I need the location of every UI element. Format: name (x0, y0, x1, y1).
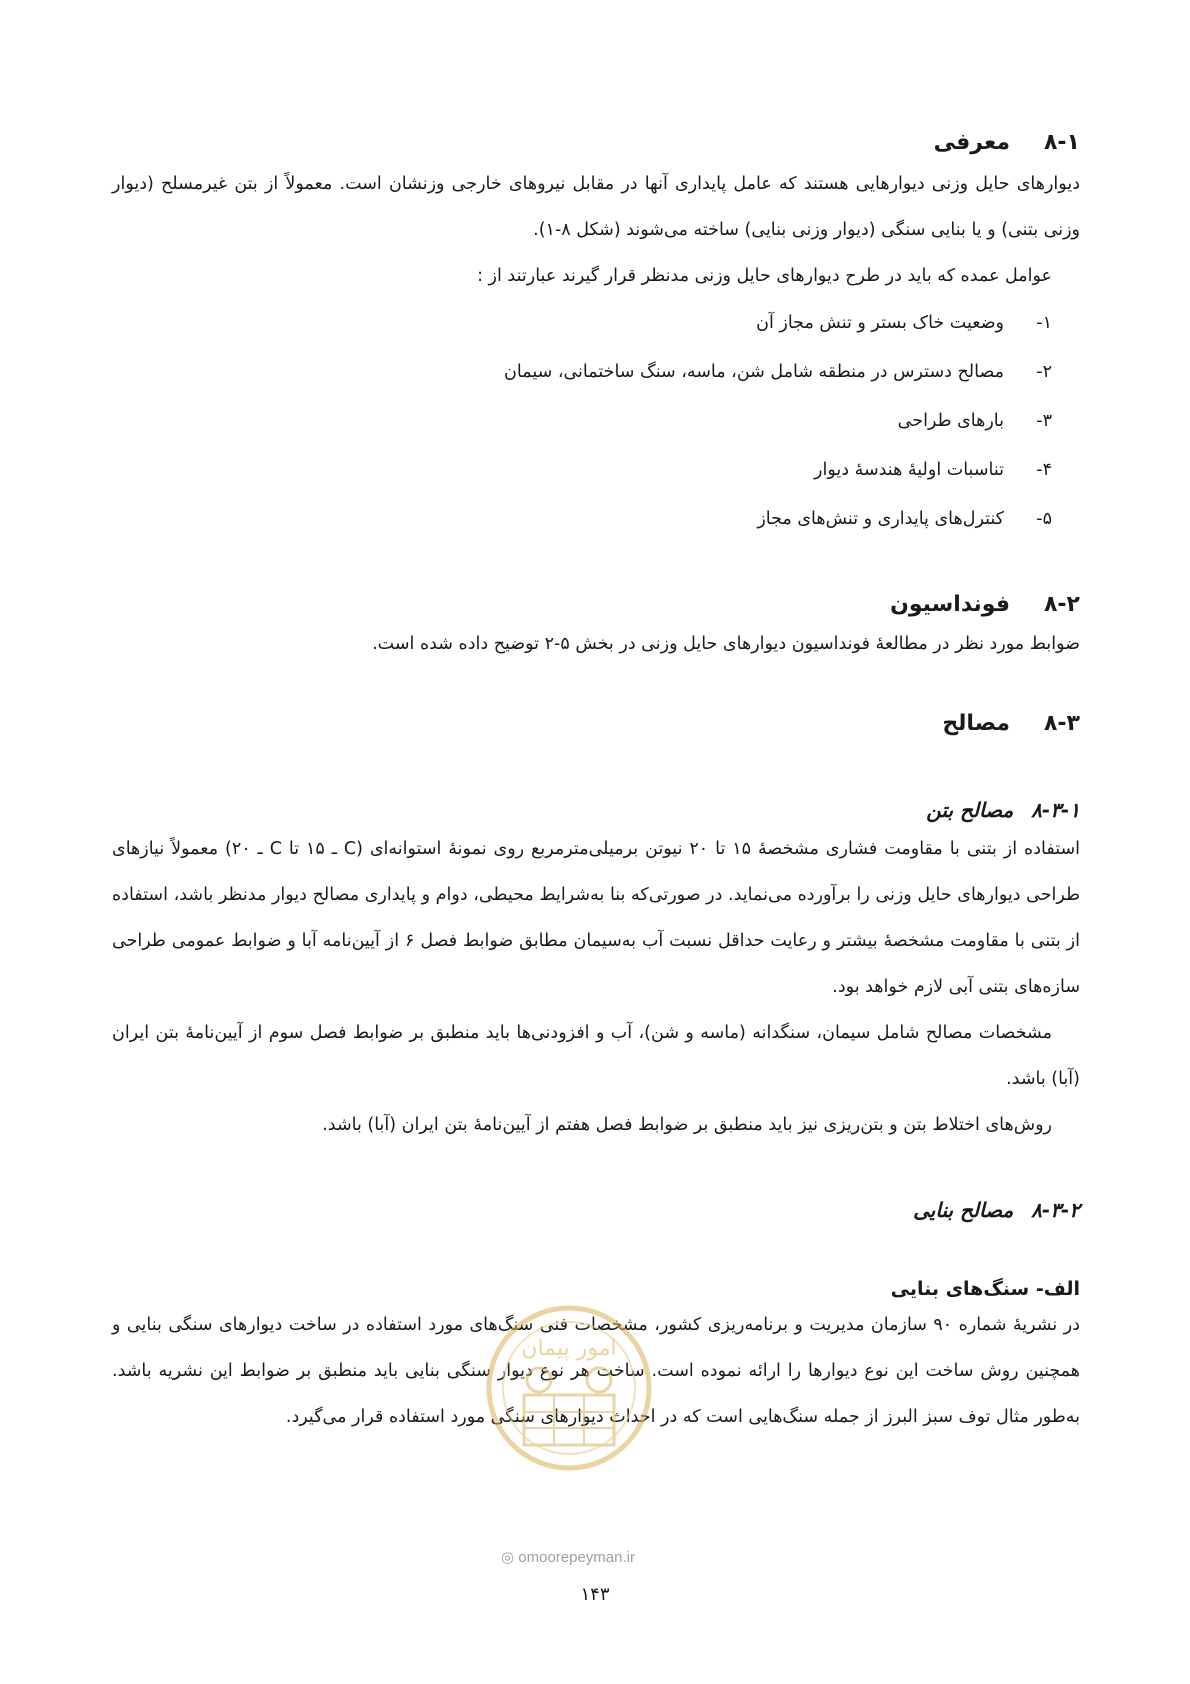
list-item: ۱- وضعیت خاک بستر و تنش مجاز آن (756, 313, 1052, 333)
document-page (112, 120, 1080, 1440)
section-number: ۸-۲ (1044, 592, 1080, 617)
paragraph: ضوابط مورد نظر در مطالعهٔ فونداسیون دیوارهای حایل وزنی در بخش ۵-۲ توضیح داده شده است. (372, 634, 1080, 654)
subsection-title: مصالح بتن (926, 798, 1014, 822)
part-heading: الف- سنگ‌های بنایی (890, 1278, 1080, 1300)
watermark-caption: ◎ omoorepeyman.ir (501, 1549, 635, 1566)
list-item: ۲- مصالح دسترس در منطقه شامل شن، ماسه، سنگ ساختمانی، سیمان (504, 362, 1052, 382)
subsection-number: ۸-۳-۲ (1031, 1198, 1080, 1222)
paragraph: استفاده از بتنی با مقاومت فشاری مشخصهٔ ۱۵ تا ۲۰ نیوتن برمیلی‌مترمربع روی نمونهٔ استوانه‌ای (C ـ ۱۵ تا C ـ ۲۰) معمولاً نیازهای طراحی دیوارهای حایل وزنی را برآورده می‌نماید. در صورتی‌که بنا به‌شرایط محیطی، دوام و پایداری مصالح دیوار مدنظر باشد، استفاده از بتنی با مقاومت مشخصهٔ بیشتر و رعایت حداقل نسبت آب به‌سیمان مطابق ضوابط فصل ۶ از آیین‌نامه آبا و ضوابط عمومی طراحی سازه‌های بتنی آبی لازم خواهد بود. (112, 839, 1081, 997)
section-heading-2 (112, 592, 1080, 617)
list-item: ۵- کنترل‌های پایداری و تنش‌های مجاز (757, 509, 1052, 529)
subsection-heading-2 (112, 1198, 1080, 1222)
factor-list (112, 299, 1080, 544)
section-heading-3 (112, 711, 1080, 736)
section-title: مصالح (942, 711, 1010, 736)
paragraph: روش‌های اختلاط بتن و بتن‌ریزی نیز باید منطبق بر ضوابط فصل هفتم از آیین‌نامهٔ بتن ایران (آبا) باشد. (322, 1115, 1052, 1135)
subsection-number: ۸-۳-۱ (1031, 798, 1080, 822)
subsection-heading-1 (112, 798, 1080, 822)
paragraph: مشخصات مصالح شامل سیمان، سنگدانه (ماسه و شن)، آب و افزودنی‌ها باید منطبق بر ضوابط فصل سوم از آیین‌نامهٔ بتن ایران (آبا) باشد. (112, 1023, 1080, 1089)
subsection-title: مصالح بنایی (913, 1198, 1014, 1222)
page-number: ۱۴۳ (580, 1584, 610, 1605)
section-title: معرفی (933, 130, 1010, 155)
list-item: ۴- تناسبات اولیهٔ هندسهٔ دیوار (814, 460, 1052, 480)
section-title: فونداسیون (890, 592, 1010, 617)
at-icon: ◎ (501, 1549, 515, 1566)
paragraph: دیوارهای حایل وزنی دیوارهایی هستند که عامل پایداری آنها در مقابل نیروهای خارجی وزنشان است. معمولاً از بتن غیرمسلح (دیوار وزنی بتنی) و یا بنایی سنگی (دیوار وزنی بنایی) ساخته می‌شوند (شکل ۸-۱). (112, 174, 1080, 240)
paragraph: عوامل عمده که باید در طرح دیوارهای حایل وزنی مدنظر قرار گیرند عبارتند از : (477, 266, 1052, 286)
section-number: ۸-۱ (1044, 130, 1080, 155)
section-heading-1 (112, 130, 1080, 155)
paragraph: در نشریهٔ شماره ۹۰ سازمان مدیریت و برنامه‌ریزی کشور، مشخصات فنی سنگ‌های مورد استفاده در ساخت دیوارهای سنگی بنایی و همچنین روش ساخت این نوع دیوارها را ارائه نموده است. ساخت هر نوع دیوار سنگی بنایی باید منطبق بر ضوابط این نشریه باشد. به‌طور مثال توف سبز البرز از جمله سنگ‌هایی است که در احداث دیوارهای سنگی مورد استفاده قرار می‌گیرد. (112, 1315, 1080, 1427)
watermark-logo-text: امور پیمان (521, 1336, 617, 1361)
section-number: ۸-۳ (1044, 711, 1080, 736)
list-item: ۳- بارهای طراحی (897, 411, 1052, 431)
